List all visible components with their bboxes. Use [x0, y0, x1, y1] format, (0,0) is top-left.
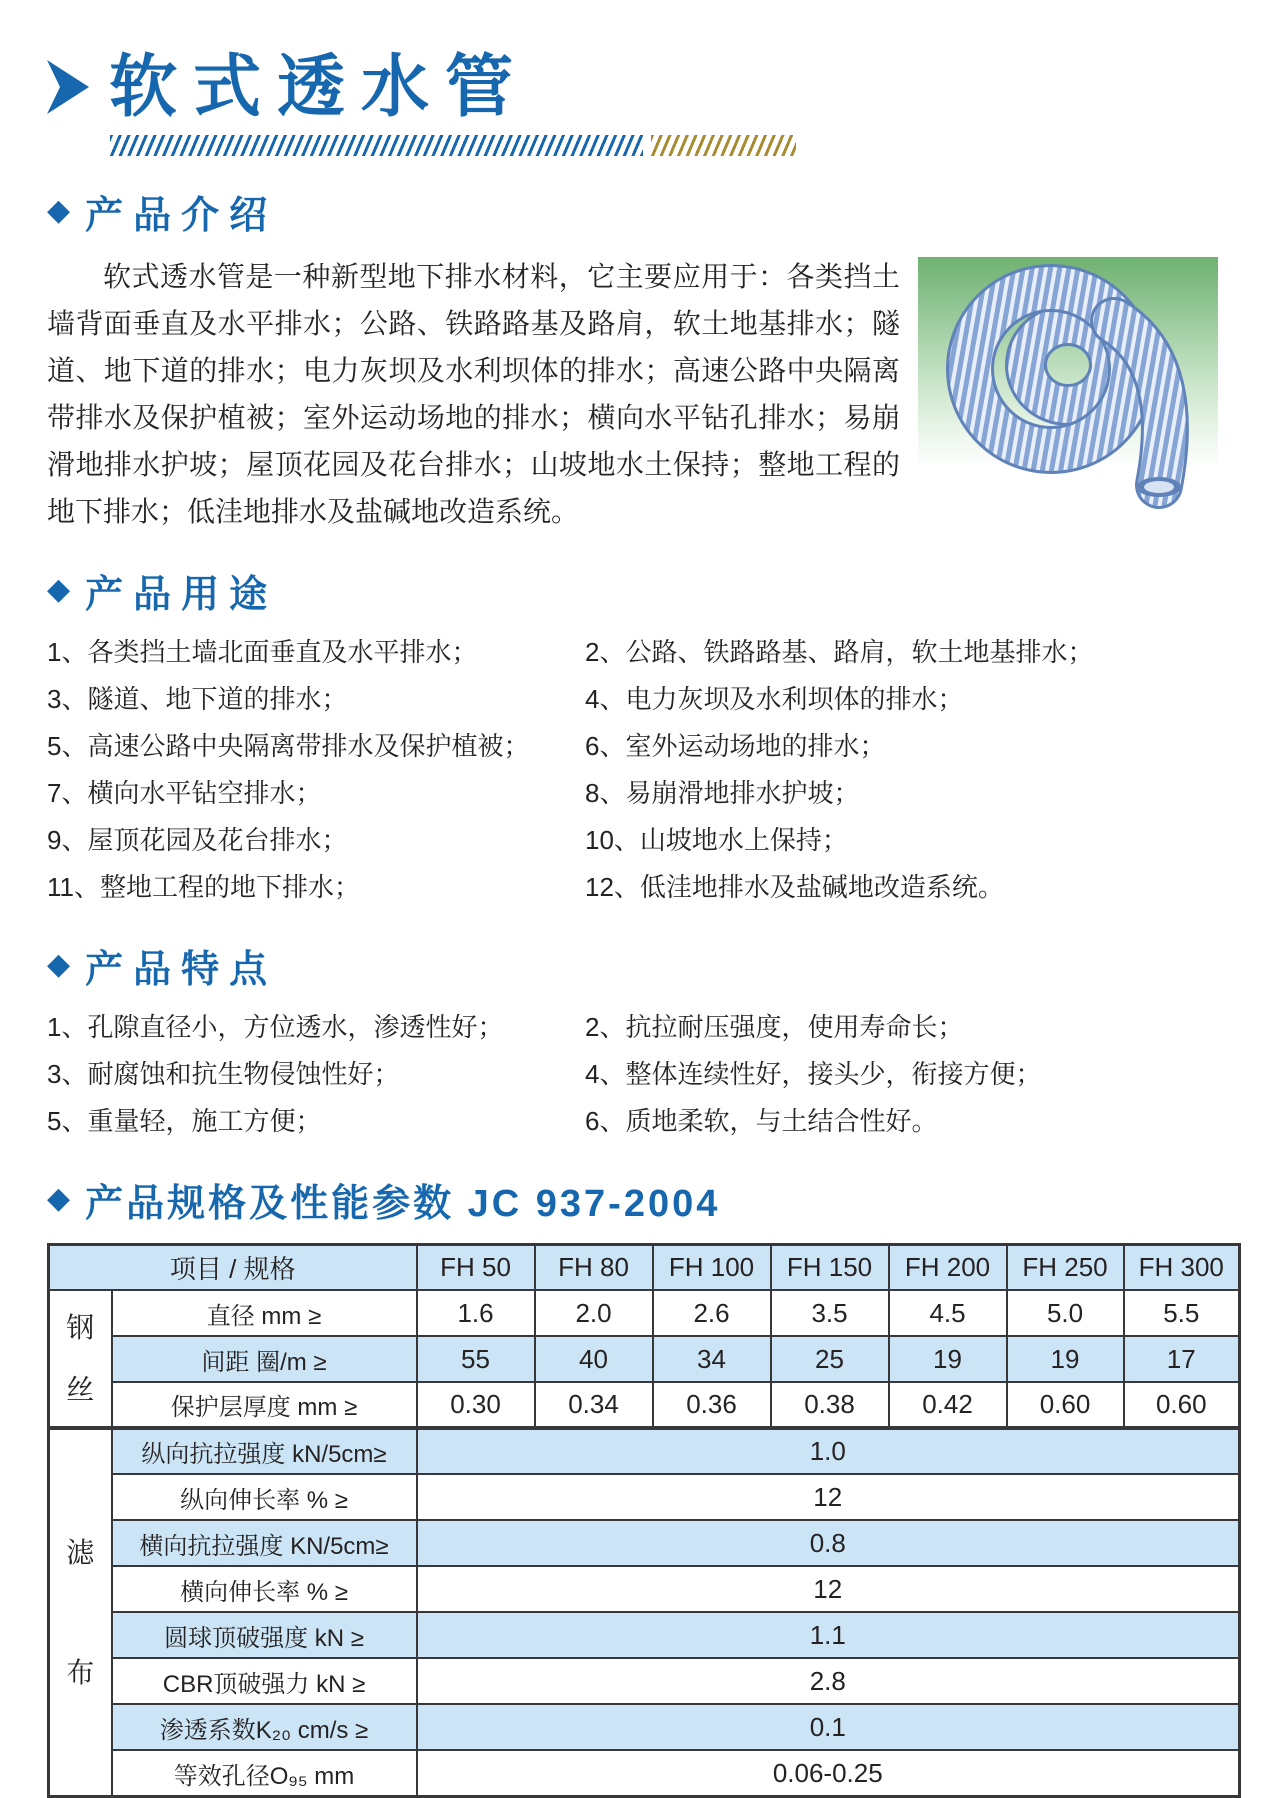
cell-value: 0.06-0.25: [417, 1750, 1240, 1796]
diamond-icon: ◆: [47, 948, 71, 982]
usage-item: 7、横向水平钻空排水；: [47, 777, 322, 808]
usage-item: 8、易崩滑地排水护坡；: [585, 777, 860, 808]
usage-item: 5、高速公路中央隔离带排水及保护植被；: [47, 730, 530, 761]
page-title: 软式透水管: [109, 49, 530, 125]
title-divider: [110, 135, 1238, 156]
row-label: CBR顶破强力 kN ≥: [112, 1658, 417, 1704]
row-label: 纵向伸长率 % ≥: [112, 1474, 417, 1520]
cell-value: 0.38: [771, 1382, 889, 1428]
usage-item: 11、整地工程的地下排水；: [47, 871, 360, 902]
row-label: 横向伸长率 % ≥: [112, 1566, 417, 1612]
usage-heading-text: 产品用途: [85, 573, 278, 616]
coiled-pipe-image: [918, 257, 1218, 469]
feature-item: 4、整体连续性好，接头少，衔接方便；: [585, 1058, 1042, 1089]
row-label: 保护层厚度 mm ≥: [112, 1382, 417, 1428]
diamond-icon: ◆: [47, 573, 71, 607]
cell-value: 2.8: [417, 1658, 1240, 1704]
row-label: 间距 圈/m ≥: [112, 1336, 417, 1382]
table-row-permeability: [49, 1704, 1240, 1750]
row-label: 直径 mm ≥: [112, 1290, 417, 1336]
feature-item: 3、耐腐蚀和抗生物侵蚀性好；: [47, 1058, 400, 1089]
section-features-heading: [47, 938, 1238, 993]
row-label: 纵向抗拉强度 kN/5cm≥: [112, 1428, 417, 1474]
row-label: 等效孔径O₉₅ mm: [112, 1750, 417, 1796]
header-cell-fh300: FH 300: [1124, 1244, 1240, 1290]
feature-item: 6、质地柔软，与土结合性好。: [585, 1105, 938, 1136]
row-label: 圆球顶破强度 kN ≥: [112, 1612, 417, 1658]
feature-item: 2、抗拉耐压强度，使用寿命长；: [585, 1011, 964, 1042]
product-photo: [918, 257, 1218, 469]
usage-item: 6、室外运动场地的排水；: [585, 730, 886, 761]
specs-heading-text: 产品规格及性能参数 JC 937-2004: [85, 1182, 721, 1225]
header-cell-fh100: FH 100: [653, 1244, 771, 1290]
header-cell-item-spec: 项目 / 规格: [49, 1244, 417, 1290]
table-row-coating: [49, 1382, 1240, 1428]
cell-value: 40: [535, 1336, 653, 1382]
cell-value: 17: [1124, 1336, 1240, 1382]
usage-list: [47, 630, 1238, 910]
cell-value: 5.5: [1124, 1290, 1240, 1336]
usage-item: 10、山坡地水上保持；: [585, 824, 848, 855]
cell-value: 4.5: [889, 1290, 1007, 1336]
section-intro-heading: [47, 184, 1238, 239]
cell-value: 12: [417, 1566, 1240, 1612]
divider-gold-hatch: [651, 135, 796, 156]
table-row-trans-tensile: [49, 1520, 1240, 1566]
cell-value: 5.0: [1007, 1290, 1124, 1336]
group-label-steel-wire: 钢丝: [49, 1290, 112, 1428]
cell-value: 12: [417, 1474, 1240, 1520]
cell-value: 0.34: [535, 1382, 653, 1428]
usage-item: 2、公路、铁路路基、路肩，软土地基排水；: [585, 636, 1094, 667]
header-cell-fh250: FH 250: [1007, 1244, 1124, 1290]
cell-value: 1.6: [417, 1290, 535, 1336]
header-cell-fh50: FH 50: [417, 1244, 535, 1290]
section-usage-heading: [47, 563, 1238, 618]
usage-item: 3、隧道、地下道的排水；: [47, 683, 348, 714]
features-heading-text: 产品特点: [85, 948, 278, 991]
cell-value: 1.1: [417, 1612, 1240, 1658]
intro-body: [47, 253, 1238, 535]
cell-value: 25: [771, 1336, 889, 1382]
table-row-long-tensile: [49, 1428, 1240, 1474]
cell-value: 34: [653, 1336, 771, 1382]
cell-value: 2.6: [653, 1290, 771, 1336]
group-label-filter-cloth: 滤布: [49, 1428, 112, 1796]
header-cell-fh150: FH 150: [771, 1244, 889, 1290]
title-arrow-icon: [47, 58, 93, 116]
table-header-row: [49, 1244, 1240, 1290]
cell-value: 2.0: [535, 1290, 653, 1336]
cell-value: 19: [889, 1336, 1007, 1382]
spec-table: [47, 1243, 1241, 1798]
table-row-diameter: [49, 1290, 1240, 1336]
usage-item: 9、屋顶花园及花台排水；: [47, 824, 348, 855]
usage-item: 1、各类挡土墙北面垂直及水平排水；: [47, 636, 478, 667]
header-cell-fh80: FH 80: [535, 1244, 653, 1290]
feature-item: 5、重量轻，施工方便；: [47, 1105, 322, 1136]
row-label: 渗透系数K₂₀ cm/s ≥: [112, 1704, 417, 1750]
intro-paragraph: 软式透水管是一种新型地下排水材料，它主要应用于：各类挡土墙背面垂直及水平排水；公路、铁路路基及路肩，软土地基排水；隧道、地下道的排水；电力灰坝及水利坝体的排水；高速公路中央隔离带排水及保护植被；室外运动场地的排水；横向水平钻孔排水；易崩滑地排水护坡；屋顶花园及花台排水；山坡地水土保持；整地工程的地下排水；低洼地排水及盐碱地改造系统。: [47, 260, 900, 527]
cell-value: 55: [417, 1336, 535, 1382]
title-row: [47, 50, 1238, 125]
cell-value: 0.8: [417, 1520, 1240, 1566]
intro-heading-text: 产品介绍: [85, 194, 278, 237]
feature-item: 1、孔隙直径小，方位透水，渗透性好；: [47, 1011, 504, 1042]
section-specs-heading: [47, 1172, 1238, 1227]
table-row-spacing: [49, 1336, 1240, 1382]
cell-value: 1.0: [417, 1428, 1240, 1474]
cell-value: 0.60: [1007, 1382, 1124, 1428]
features-list: [47, 1005, 1238, 1144]
table-row-trans-elong: [49, 1566, 1240, 1612]
usage-item: 12、低洼地排水及盐碱地改造系统。: [585, 871, 1004, 902]
diamond-icon: ◆: [47, 194, 71, 228]
table-row-pore-size: [49, 1750, 1240, 1796]
cell-value: 0.1: [417, 1704, 1240, 1750]
table-row-burst: [49, 1612, 1240, 1658]
header-cell-fh200: FH 200: [889, 1244, 1007, 1290]
cell-value: 19: [1007, 1336, 1124, 1382]
table-row-cbr: [49, 1658, 1240, 1704]
cell-value: 0.42: [889, 1382, 1007, 1428]
divider-blue-hatch: [110, 135, 643, 156]
row-label: 横向抗拉强度 KN/5cm≥: [112, 1520, 417, 1566]
cell-value: 3.5: [771, 1290, 889, 1336]
table-row-long-elong: [49, 1474, 1240, 1520]
cell-value: 0.36: [653, 1382, 771, 1428]
usage-item: 4、电力灰坝及水利坝体的排水；: [585, 683, 964, 714]
diamond-icon: ◆: [47, 1182, 71, 1216]
cell-value: 0.60: [1124, 1382, 1240, 1428]
cell-value: 0.30: [417, 1382, 535, 1428]
